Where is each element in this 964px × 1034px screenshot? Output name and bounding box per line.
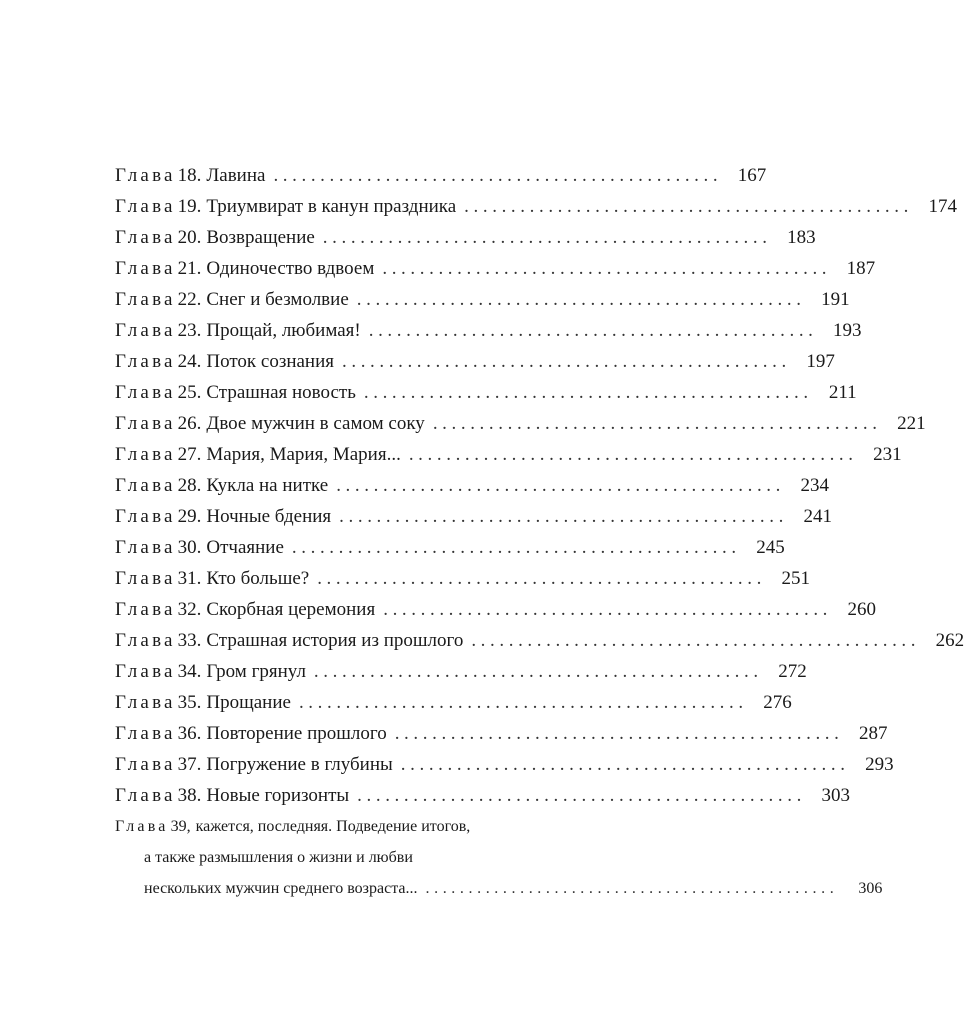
- chapter-number: 33.: [177, 630, 202, 651]
- chapter-word: Глава: [115, 630, 176, 651]
- chapter-number: 35.: [177, 692, 202, 713]
- chapter-word: Глава: [115, 599, 176, 620]
- chapter-title: Снег и безмолвие: [206, 289, 349, 310]
- chapter-number: 26.: [177, 413, 202, 434]
- page-number: 251: [781, 568, 810, 589]
- chapter-number: 19.: [177, 196, 202, 217]
- page-number: 211: [828, 382, 857, 403]
- dot-leader: ................................................: [471, 630, 921, 651]
- chapter-word: Глава: [115, 661, 176, 682]
- page-number: 191: [821, 289, 850, 310]
- chapter-title: Прощание: [206, 692, 291, 713]
- page-number: 245: [756, 537, 785, 558]
- toc-entry[interactable]: [115, 346, 835, 377]
- chapter-word: Глава: [115, 785, 176, 806]
- toc-entry[interactable]: [115, 253, 876, 284]
- chapter-number: 38.: [177, 785, 202, 806]
- chapter-title: Двое мужчин в самом соку: [206, 413, 425, 434]
- chapter-word: Глава: [115, 723, 176, 744]
- chapter-title: Отчаяние: [206, 537, 284, 558]
- dot-leader: ................................................: [400, 754, 850, 775]
- chapter-title: Возвращение: [206, 227, 315, 248]
- chapter-word: Глава: [115, 320, 176, 341]
- page-number: 262: [935, 630, 964, 651]
- page-number: 306: [858, 880, 883, 897]
- chapter-number: 28.: [177, 475, 202, 496]
- toc-entry[interactable]: [115, 377, 857, 408]
- chapter-title: Одиночество вдвоем: [206, 258, 375, 279]
- page-number: 183: [787, 227, 816, 248]
- chapter-word: Глава: [115, 351, 176, 372]
- page-number: 272: [778, 661, 807, 682]
- toc-entry[interactable]: [115, 191, 957, 222]
- chapter-title: Повторение прошлого: [206, 723, 387, 744]
- toc-entry[interactable]: [115, 439, 902, 470]
- chapter-title: Скорбная церемония: [206, 599, 376, 620]
- chapter-title: Лавина: [206, 165, 266, 186]
- toc-entry[interactable]: [115, 687, 792, 718]
- chapter-number: 20.: [177, 227, 202, 248]
- dot-leader: ................................................: [432, 413, 882, 434]
- dot-leader: ................................................: [322, 227, 772, 248]
- chapter-title: Триумвират в канун праздника: [206, 196, 457, 217]
- dot-leader: ................................................: [363, 382, 813, 403]
- chapter-title: Ночные бдения: [206, 506, 332, 527]
- dot-leader: ................................................: [357, 785, 806, 806]
- dot-leader: ................................................: [464, 196, 913, 217]
- chapter-number: 23.: [177, 320, 202, 341]
- toc-entry[interactable]: [115, 160, 767, 191]
- chapter-word: Глава: [115, 444, 176, 465]
- page-number: 167: [737, 165, 767, 186]
- dot-leader: ................................................: [383, 599, 833, 620]
- toc-entry[interactable]: [115, 408, 926, 439]
- toc-entry[interactable]: [115, 625, 964, 656]
- chapter-number: 31.: [177, 568, 202, 589]
- chapter-title: Гром грянул: [206, 661, 306, 682]
- page-number: 197: [806, 351, 835, 372]
- chapter-title: Страшная история из прошлого: [206, 630, 464, 651]
- dot-leader: ................................................: [313, 661, 763, 682]
- dot-leader: ................................................: [356, 289, 806, 310]
- chapter-word: Глава: [115, 258, 176, 279]
- chapter-number: 36.: [177, 723, 202, 744]
- page-number: 221: [897, 413, 926, 434]
- chapter-word: Глава: [115, 818, 169, 835]
- chapter-title: Кукла на нитке: [206, 475, 329, 496]
- chapter-number: 30.: [177, 537, 202, 558]
- chapter-title: Поток сознания: [206, 351, 334, 372]
- chapter-word: Глава: [115, 165, 176, 186]
- chapter-title-line-2: а также размышления о жизни и любви: [144, 849, 413, 866]
- chapter-word: Глава: [115, 568, 176, 589]
- chapter-title: Погружение в глубины: [206, 754, 393, 775]
- chapter-word: Глава: [115, 227, 176, 248]
- chapter-number: 22.: [177, 289, 202, 310]
- dot-leader: ................................................: [273, 165, 723, 186]
- toc-entry[interactable]: [115, 780, 850, 811]
- page-number: 260: [847, 599, 877, 620]
- dot-leader: ................................................: [336, 475, 786, 496]
- page-number: 174: [928, 196, 957, 217]
- chapter-word: Глава: [115, 506, 176, 527]
- page-number: 241: [803, 506, 832, 527]
- chapter-number: 34.: [177, 661, 202, 682]
- chapter-number: 29.: [177, 506, 202, 527]
- toc-entry[interactable]: [115, 284, 850, 315]
- chapter-title: Страшная новость: [206, 382, 356, 403]
- dot-leader: ................................................: [339, 506, 788, 527]
- dot-leader: ................................................: [408, 444, 858, 465]
- toc-entry[interactable]: [115, 656, 807, 687]
- toc-entry[interactable]: [115, 749, 894, 780]
- dot-leader: ................................................: [317, 568, 766, 589]
- page-number: 293: [865, 754, 894, 775]
- chapter-title: Прощай, любимая!: [206, 320, 361, 341]
- toc-entry[interactable]: [115, 501, 832, 532]
- chapter-word: Глава: [115, 382, 176, 403]
- chapter-number: 21.: [177, 258, 202, 279]
- chapter-number: 25.: [177, 382, 202, 403]
- chapter-word: Глава: [115, 754, 176, 775]
- toc-entry[interactable]: [115, 718, 888, 749]
- dot-leader: ................................................: [291, 537, 741, 558]
- toc-entry[interactable]: [115, 563, 810, 594]
- chapter-number: 18.: [177, 165, 202, 186]
- page-number: 287: [859, 723, 888, 744]
- toc-entry[interactable]: [115, 315, 862, 346]
- chapter-title: Новые горизонты: [206, 785, 350, 806]
- page-number: 187: [846, 258, 876, 279]
- chapter-number: 24.: [177, 351, 202, 372]
- toc-entry[interactable]: [115, 594, 877, 625]
- chapter-number: 32.: [177, 599, 202, 620]
- chapter-word: Глава: [115, 537, 176, 558]
- toc-entry-last[interactable]: [115, 811, 883, 904]
- chapter-word: Глава: [115, 289, 176, 310]
- chapter-number: 39,: [170, 818, 191, 835]
- toc-entry[interactable]: [115, 532, 785, 563]
- chapter-number: 27.: [177, 444, 202, 465]
- page-number: 303: [821, 785, 850, 806]
- dot-leader: ................................................: [298, 692, 748, 713]
- dot-leader: ................................................: [382, 258, 832, 279]
- page-number: 193: [833, 320, 862, 341]
- chapter-word: Глава: [115, 692, 176, 713]
- dot-leader: ................................................: [342, 351, 791, 372]
- toc-list: [115, 160, 964, 811]
- chapter-word: Глава: [115, 413, 176, 434]
- chapter-number: 37.: [177, 754, 202, 775]
- page-number: 234: [800, 475, 830, 496]
- chapter-title-line-3: нескольких мужчин среднего возраста...: [144, 880, 418, 897]
- page-number: 276: [763, 692, 792, 713]
- chapter-word: Глава: [115, 475, 176, 496]
- toc-entry[interactable]: [115, 470, 830, 501]
- chapter-title: Мария, Мария, Мария...: [206, 444, 401, 465]
- chapter-title: Кто больше?: [206, 568, 310, 589]
- dot-leader: ................................................: [394, 723, 844, 744]
- chapter-title-line-1: кажется, последняя. Подведение итогов,: [195, 818, 471, 835]
- toc-entry[interactable]: [115, 222, 816, 253]
- dot-leader: ................................................: [368, 320, 818, 341]
- table-of-contents: [115, 160, 964, 904]
- page-number: 231: [873, 444, 902, 465]
- dot-leader: ................................................: [425, 880, 839, 897]
- chapter-word: Глава: [115, 196, 176, 217]
